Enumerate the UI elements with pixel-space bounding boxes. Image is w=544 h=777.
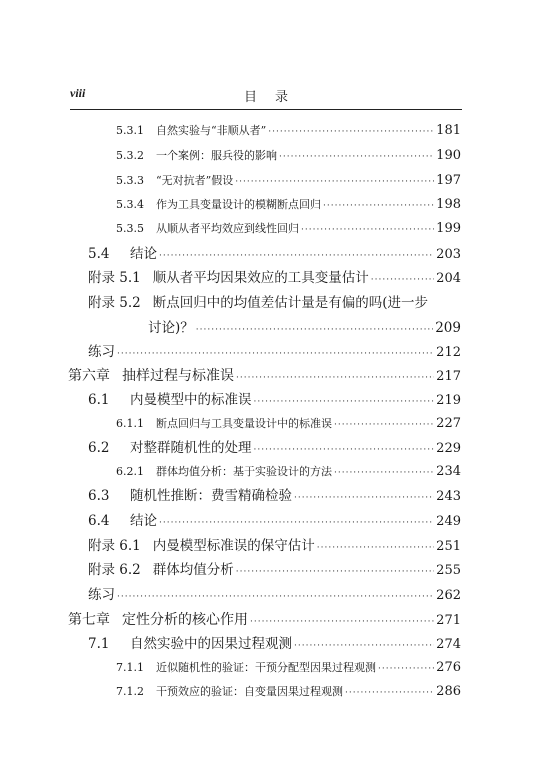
toc-entry[interactable]	[116, 171, 461, 191]
entry-page: 286	[436, 684, 461, 699]
entry-page: 227	[436, 416, 461, 431]
dot-leader	[334, 463, 434, 483]
entry-number: 5.3.2	[116, 149, 144, 162]
dot-leader	[236, 562, 434, 582]
entry-page: 209	[435, 320, 461, 336]
toc-entry[interactable]	[88, 438, 461, 458]
dot-leader	[317, 538, 434, 558]
toc-entry[interactable]	[88, 268, 461, 288]
toc-entry[interactable]	[88, 585, 461, 605]
entry-title: 定性分析的核心作用	[122, 612, 248, 628]
entry-page: 219	[436, 393, 461, 408]
toc-entry[interactable]	[116, 414, 461, 434]
dot-leader	[235, 172, 434, 192]
entry-page: 276	[436, 660, 461, 675]
entry-title: 从顺从者平均效应到线性回归	[156, 222, 299, 235]
chapter-label: 第六章	[68, 368, 110, 384]
entry-title-continued: 讨论)？	[148, 320, 194, 336]
dot-leader	[378, 659, 434, 679]
entry-title: 作为工具变量设计的模糊断点回归	[156, 198, 321, 211]
dot-leader	[334, 415, 434, 435]
entry-title: 内曼模型中的标准误	[130, 392, 252, 408]
entry-title: 近似随机性的验证：干预分配型因果过程观测	[156, 661, 376, 674]
entry-number: 5.4	[88, 246, 110, 262]
entry-number: 7.1	[88, 636, 110, 652]
entry-number: 附录 5.2	[88, 295, 141, 311]
entry-page: 249	[436, 514, 461, 529]
entry-number: 6.4	[88, 513, 110, 529]
dot-leader	[301, 220, 434, 240]
toc-entry[interactable]	[88, 536, 461, 556]
dot-leader	[294, 636, 434, 656]
entry-title: 群体均值分析	[152, 562, 234, 578]
toc-entry[interactable]	[116, 462, 461, 482]
entry-number: 6.1	[88, 392, 110, 408]
dot-leader	[254, 440, 435, 460]
entry-number: 7.1.2	[116, 685, 144, 698]
entry-title: 断点回归与工具变量设计中的标准误	[156, 417, 332, 430]
entry-page: 197	[436, 173, 461, 188]
entry-number: 7.1.1	[116, 661, 144, 674]
dot-leader	[345, 683, 434, 703]
entry-number: 6.1.1	[116, 417, 144, 430]
entry-number: 5.3.3	[116, 174, 144, 187]
entry-number: 练习	[88, 587, 115, 603]
dot-leader	[250, 612, 434, 632]
entry-number: 6.2	[88, 440, 110, 456]
dot-leader	[117, 587, 434, 607]
entry-title: 自然实验与“非顺从者”	[156, 124, 267, 137]
entry-title: 一个案例：服兵役的影响	[156, 149, 277, 162]
toc-entry[interactable]	[116, 658, 461, 678]
toc-entry-continuation[interactable]	[148, 318, 461, 338]
entry-title: 对整群随机性的处理	[130, 440, 252, 456]
dot-leader	[159, 513, 434, 533]
toc-entry[interactable]	[88, 511, 461, 531]
entry-title: 随机性推断：费雪精确检验	[130, 488, 292, 504]
entry-page: 262	[436, 588, 461, 603]
entry-number: 6.3	[88, 488, 110, 504]
entry-title: 抽样过程与标准误	[122, 368, 234, 384]
entry-number: 5.3.1	[116, 124, 144, 137]
toc-entry[interactable]	[88, 560, 461, 580]
dot-leader	[159, 246, 434, 266]
toc-entry[interactable]	[88, 342, 461, 362]
entry-title: 顺从者平均因果效应的工具变量估计	[152, 270, 369, 286]
entry-title: 群体均值分析：基于实验设计的方法	[156, 465, 332, 478]
toc-entry[interactable]	[116, 682, 461, 702]
running-header	[70, 86, 462, 104]
entry-page: 243	[436, 489, 461, 504]
dot-leader	[117, 344, 434, 364]
entry-number: 附录 6.2	[88, 562, 141, 578]
dot-leader	[236, 368, 434, 388]
entry-page: 271	[436, 613, 461, 628]
toc-entry[interactable]	[88, 293, 461, 313]
entry-page: 199	[436, 221, 461, 236]
toc-entry[interactable]	[116, 121, 461, 141]
page-number: viii	[70, 86, 86, 100]
entry-title: 干预效应的验证：自变量因果过程观测	[156, 685, 343, 698]
entry-page: 198	[436, 197, 461, 212]
dot-leader	[268, 122, 434, 142]
toc-entry[interactable]	[88, 244, 461, 264]
entry-number: 附录 6.1	[88, 538, 141, 554]
entry-title: 结论	[130, 246, 157, 262]
entry-title: 断点回归中的均值差估计量是有偏的吗(进一步	[152, 295, 429, 311]
entry-page: 190	[436, 148, 461, 163]
toc-entry[interactable]	[116, 146, 461, 166]
toc-entry[interactable]	[88, 486, 461, 506]
toc-entry[interactable]	[116, 195, 461, 215]
dot-leader	[323, 196, 434, 216]
dot-leader	[196, 320, 433, 340]
entry-page: 229	[436, 441, 461, 456]
chapter-label: 第七章	[68, 612, 110, 628]
running-title: 目录	[243, 90, 306, 105]
entry-number: 6.2.1	[116, 465, 144, 478]
entry-title: “无对抗者”假设	[156, 174, 234, 187]
entry-page: 251	[436, 539, 461, 554]
toc-entry[interactable]	[68, 610, 461, 630]
entry-title: 结论	[130, 513, 157, 529]
entry-page: 217	[436, 369, 461, 384]
header-rule	[70, 109, 462, 110]
toc-entry[interactable]	[68, 366, 461, 386]
entry-title: 内曼模型标准误的保守估计	[152, 538, 315, 554]
entry-page: 204	[436, 271, 461, 286]
entry-number: 练习	[88, 344, 115, 360]
entry-number: 5.3.5	[116, 222, 144, 235]
toc-entry[interactable]	[88, 390, 461, 410]
entry-page: 274	[436, 637, 461, 652]
entry-page: 255	[436, 563, 461, 578]
entry-page: 181	[436, 123, 461, 138]
dot-leader	[294, 488, 434, 508]
toc-entry[interactable]	[116, 219, 461, 239]
entry-page: 234	[436, 464, 461, 479]
entry-number: 5.3.4	[116, 198, 144, 211]
entry-number: 附录 5.1	[88, 270, 141, 286]
entry-page: 203	[436, 247, 461, 262]
dot-leader	[254, 392, 435, 412]
entry-title: 自然实验中的因果过程观测	[130, 636, 292, 652]
dot-leader	[371, 270, 434, 290]
toc-entry[interactable]	[88, 634, 461, 654]
dot-leader	[279, 147, 434, 167]
entry-page: 212	[436, 345, 461, 360]
